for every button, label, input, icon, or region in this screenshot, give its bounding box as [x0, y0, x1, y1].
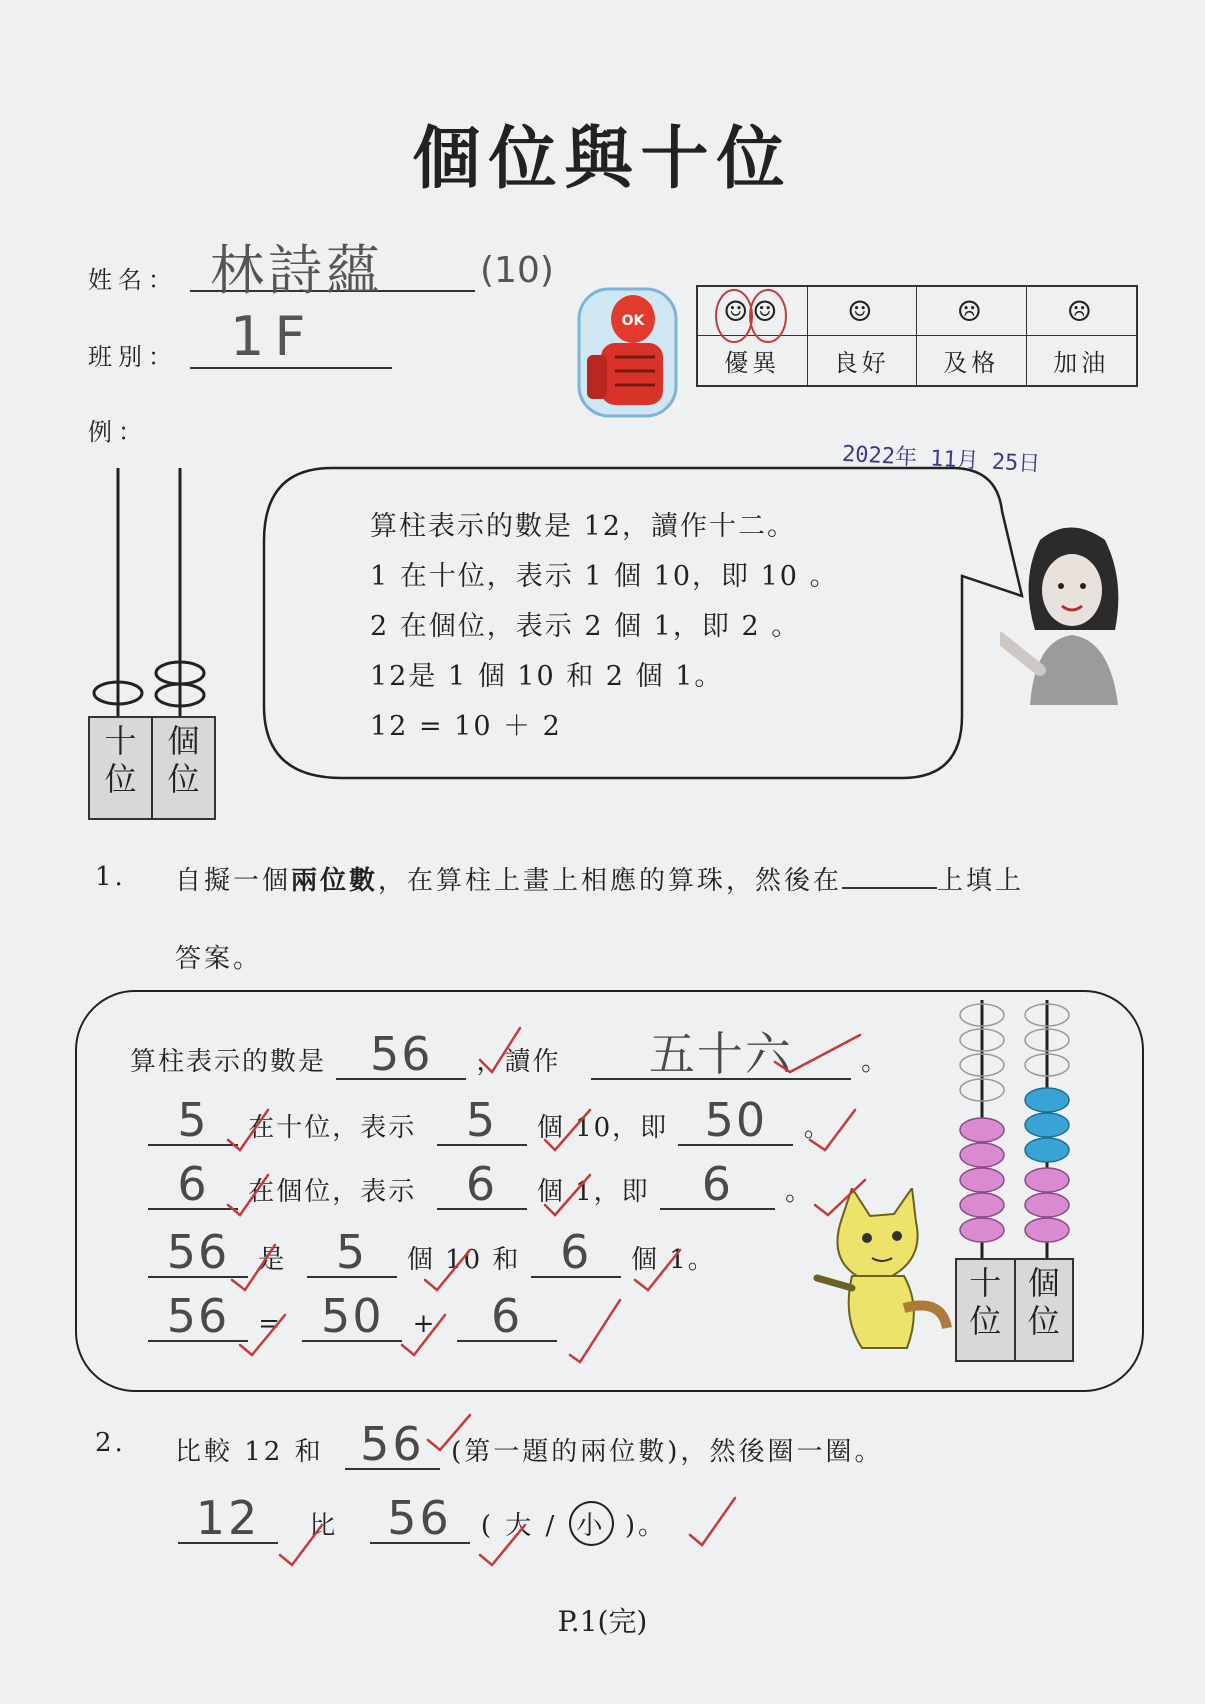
page-number: P.1(完)	[557, 1605, 648, 1638]
bubble-line: 2 在個位，表示 2 個 1，即 2 。	[370, 611, 801, 642]
row5-answer-1[interactable]: 56	[148, 1292, 248, 1342]
thumbs-up-sticker-icon	[575, 285, 680, 420]
row5-answer-2[interactable]: 50	[302, 1292, 402, 1342]
answer-row-1	[130, 1027, 890, 1081]
sticker-text: OK	[621, 313, 645, 329]
q2-compare-row	[178, 1491, 667, 1546]
q1-text-b: ，在算柱上畫上相應的算珠，然後在	[378, 866, 843, 896]
class-value: 1F	[230, 305, 316, 368]
row3-answer-1[interactable]: 6	[148, 1160, 238, 1210]
example-label: 例：	[88, 418, 148, 446]
rating-label-excellent: 優異	[698, 336, 808, 385]
row3-text-a: 在個位，表示	[248, 1177, 417, 1207]
row1-text-c: 。	[861, 1047, 890, 1077]
answer-row-2	[148, 1093, 832, 1147]
row3-answer-2[interactable]: 6	[437, 1160, 527, 1210]
row3-text-c: 。	[785, 1177, 814, 1207]
q1-number: 1.	[95, 862, 126, 892]
q2-text	[175, 1417, 884, 1471]
row4-text-a: 是	[258, 1245, 287, 1275]
row2-text-a: 在十位，表示	[248, 1113, 417, 1143]
ones-label: 個 位	[167, 722, 200, 798]
excellent-circle-mark	[712, 286, 794, 382]
row3-text-b: 個 1，即	[536, 1177, 650, 1207]
q2-text-a: 比較 12 和	[175, 1437, 324, 1467]
tens-label: 十 位	[957, 1260, 1016, 1360]
row4-text-b: 個 10 和	[406, 1245, 521, 1275]
q2-choice-small-circled[interactable]: 小	[569, 1501, 614, 1546]
q2-choice-close: )。	[624, 1511, 667, 1541]
row5-answer-3[interactable]: 6	[457, 1292, 557, 1342]
cat-drawing	[812, 1188, 952, 1353]
q1-text	[175, 860, 1024, 897]
face-try-harder[interactable]	[1027, 287, 1137, 336]
bubble-line: 12 = 10 ＋ 2	[370, 711, 562, 742]
double-smiley-icon: ☺☺	[723, 294, 782, 328]
face-pass[interactable]	[917, 287, 1027, 336]
name-field[interactable]	[190, 228, 475, 302]
smiley-icon: ☺	[847, 294, 877, 328]
row2-text-b: 個 10，即	[536, 1113, 669, 1143]
row4-answer-3[interactable]: 6	[531, 1228, 621, 1278]
row4-answer-2[interactable]: 5	[307, 1228, 397, 1278]
q2-compare-answer-1[interactable]: 12	[178, 1494, 278, 1544]
q2-compare-word: 比	[309, 1511, 339, 1541]
ones-label: 個 位	[1027, 1264, 1060, 1340]
class-field[interactable]	[190, 305, 392, 369]
q2-choice-open: (	[480, 1511, 494, 1541]
q2-answer[interactable]: 56	[345, 1420, 440, 1470]
rating-label-good: 良好	[808, 336, 918, 385]
row5-plus: +	[412, 1309, 437, 1339]
face-good[interactable]	[808, 287, 918, 336]
bubble-line: 1 在十位，表示 1 個 10，即 10 。	[370, 561, 839, 592]
q2-choice-big[interactable]: 大	[505, 1511, 535, 1541]
rating-label-try-harder: 加油	[1053, 349, 1110, 377]
q2-number: 2.	[95, 1428, 126, 1458]
q1-text-d: 答案。	[175, 944, 263, 974]
row1-text-b: ，讀作	[476, 1047, 561, 1077]
class-label: 班別：	[88, 343, 178, 371]
example-abacus	[88, 468, 218, 718]
row2-text-c: 。	[803, 1113, 832, 1143]
row4-text-c: 個 1。	[630, 1245, 716, 1275]
example-abacus-labels	[88, 716, 216, 820]
answer-row-3	[148, 1157, 814, 1211]
row2-answer-2[interactable]: 5	[437, 1096, 527, 1146]
row1-text-a: 算柱表示的數是	[130, 1047, 327, 1077]
bubble-line: 算柱表示的數是 12，讀作十二。	[370, 511, 796, 542]
name-value: 林詩蘊	[210, 239, 384, 302]
student-number: (10)	[480, 250, 554, 291]
name-label: 姓名：	[88, 266, 178, 294]
row4-answer-1[interactable]: 56	[148, 1228, 248, 1278]
q2-compare-answer-2[interactable]: 56	[370, 1494, 470, 1544]
bubble-line: 12是 1 個 10 和 2 個 1。	[370, 661, 724, 692]
row2-answer-3[interactable]: 50	[678, 1096, 793, 1146]
q1-blank-sample	[842, 887, 937, 889]
student-abacus-labels	[955, 1258, 1074, 1362]
row1-answer-reading[interactable]: 五十六	[591, 1030, 851, 1080]
neutral-face-icon: ☹	[956, 294, 986, 328]
answer-row-4	[148, 1225, 716, 1279]
tens-label: 十 位	[90, 718, 153, 818]
rating-label-pass: 及格	[917, 336, 1027, 385]
date-stamp: 2022年 11月 25日	[841, 441, 1041, 478]
row2-answer-1[interactable]: 5	[148, 1096, 238, 1146]
q1-text-a: 自擬一個	[175, 866, 292, 896]
sad-face-icon: ☹	[1066, 294, 1096, 328]
bubble-text	[370, 502, 839, 752]
row3-answer-3[interactable]: 6	[660, 1160, 775, 1210]
q2-choice-separator: /	[545, 1511, 558, 1541]
q2-text-b: (第一題的兩位數)，然後圈一圈。	[451, 1437, 884, 1467]
student-abacus	[950, 1000, 1075, 1262]
row5-equals: =	[258, 1309, 283, 1339]
q1-text-bold: 兩位數	[291, 866, 379, 896]
page-title: 個位與十位	[412, 120, 793, 199]
q1-text-c: 上填上	[937, 866, 1025, 896]
answer-row-5	[148, 1289, 557, 1343]
row1-answer-number[interactable]: 56	[336, 1030, 466, 1080]
teacher-illustration	[1000, 520, 1140, 705]
